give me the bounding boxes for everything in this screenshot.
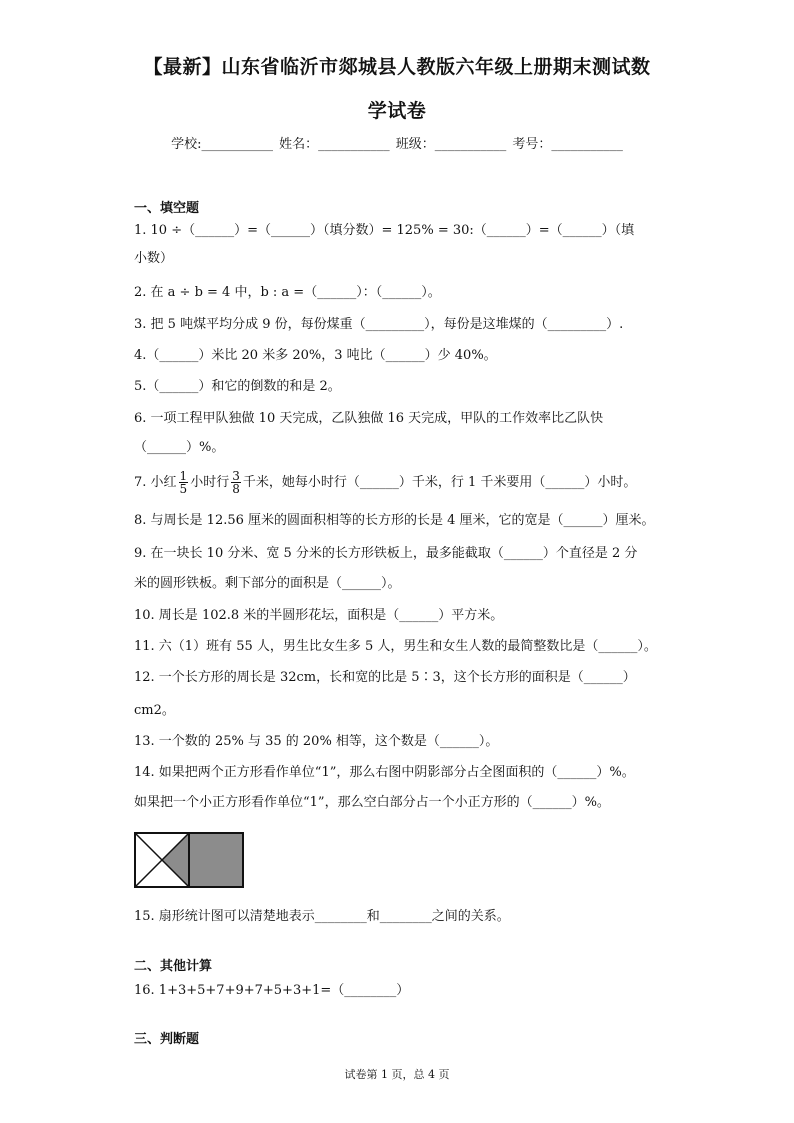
school-field[interactable]: 学校:___________ bbox=[171, 137, 273, 152]
question-2: 2. 在 a ÷ b = 4 中，b : a =（______）：（______）。 bbox=[134, 285, 441, 300]
name-field[interactable]: 姓名：___________ bbox=[279, 137, 390, 152]
exam-title-line1: 【最新】山东省临沂市郯城县人教版六年级上册期末测试数 bbox=[143, 56, 651, 78]
section-true-false: 三、判断题 bbox=[134, 1032, 200, 1047]
question-4: 4.（______）米比 20 米多 20%，3 吨比（______）少 40%。 bbox=[134, 348, 497, 363]
question-5: 5.（______）和它的倒数的和是 2。 bbox=[134, 379, 341, 394]
question-9b: 米的圆形铁板。剩下部分的面积是（______）。 bbox=[134, 576, 401, 591]
question-15: 15. 扇形统计图可以清楚地表示________和________之间的关系。 bbox=[134, 909, 510, 924]
page-footer: 试卷第 1 页，总 4 页 bbox=[344, 1068, 450, 1081]
question-13: 13. 一个数的 25% 与 35 的 20% 相等，这个数是（______）。 bbox=[134, 734, 499, 749]
number-field[interactable]: 考号：___________ bbox=[512, 137, 623, 152]
exam-title-line2: 学试卷 bbox=[367, 100, 427, 122]
question-14b: 如果把一个小正方形看作单位“1”，那么空白部分占一个小正方形的（______）%。 bbox=[134, 795, 610, 810]
question-10: 10. 周长是 102.8 米的半圆形花坛，面积是（______）平方米。 bbox=[134, 608, 504, 623]
question-12b: cm2。 bbox=[134, 703, 175, 718]
question-11: 11. 六（1）班有 55 人，男生比女生多 5 人，男生和女生人数的最简整数比是（______）。 bbox=[134, 639, 657, 654]
question-7-suffix: 千米，她每小时行（______）千米，行 1 千米要用（______）小时。 bbox=[242, 475, 637, 490]
question-14a: 14. 如果把两个正方形看作单位“1”，那么右图中阴影部分占全图面积的（______）%。 bbox=[134, 765, 635, 780]
question-7-middle: 小时行 bbox=[190, 475, 230, 490]
question-6b: （______）%。 bbox=[134, 440, 225, 455]
section-other-calc: 二、其他计算 bbox=[134, 959, 213, 974]
section-fill-in: 一、填空题 bbox=[134, 201, 200, 216]
question-12a: 12. 一个长方形的周长是 32cm，长和宽的比是 5∶3，这个长方形的面积是（______） bbox=[134, 670, 636, 685]
fraction-denominator: 8 bbox=[232, 482, 240, 496]
student-info-row bbox=[0, 133, 794, 152]
question-3: 3. 把 5 吨煤平均分成 9 份，每份煤重（_________），每份是这堆煤的（_________）. bbox=[134, 317, 624, 332]
question-8: 8. 与周长是 12.56 厘米的圆面积相等的长方形的长是 4 厘米，它的宽是（______）厘米。 bbox=[134, 513, 655, 528]
fraction-one-fifth bbox=[179, 470, 189, 495]
question-9a: 9. 在一块长 10 分米、宽 5 分米的长方形铁板上，最多能截取（______）个直径是 2 分 bbox=[134, 546, 638, 561]
question-7-prefix: 7. 小红 bbox=[134, 475, 177, 490]
fraction-denominator: 5 bbox=[179, 482, 188, 496]
question-7 bbox=[134, 469, 636, 497]
fraction-numerator: 3 bbox=[232, 469, 240, 483]
two-squares-figure bbox=[134, 832, 244, 888]
fraction-numerator: 1 bbox=[179, 469, 188, 483]
question-6a: 6. 一项工程甲队独做 10 天完成，乙队独做 16 天完成，甲队的工作效率比乙队快 bbox=[134, 411, 604, 426]
question-16: 16. 1+3+5+7+9+7+5+3+1=（________） bbox=[134, 983, 410, 998]
question-1a: 1. 10 ÷（______）=（______）（填分数）= 125% = 30:（______）=（______）（填 bbox=[134, 223, 635, 238]
question-1b: 小数） bbox=[134, 251, 174, 266]
right-shaded-square bbox=[189, 833, 243, 887]
class-field[interactable]: 班级：___________ bbox=[395, 137, 507, 152]
fraction-three-eighths bbox=[231, 470, 241, 495]
